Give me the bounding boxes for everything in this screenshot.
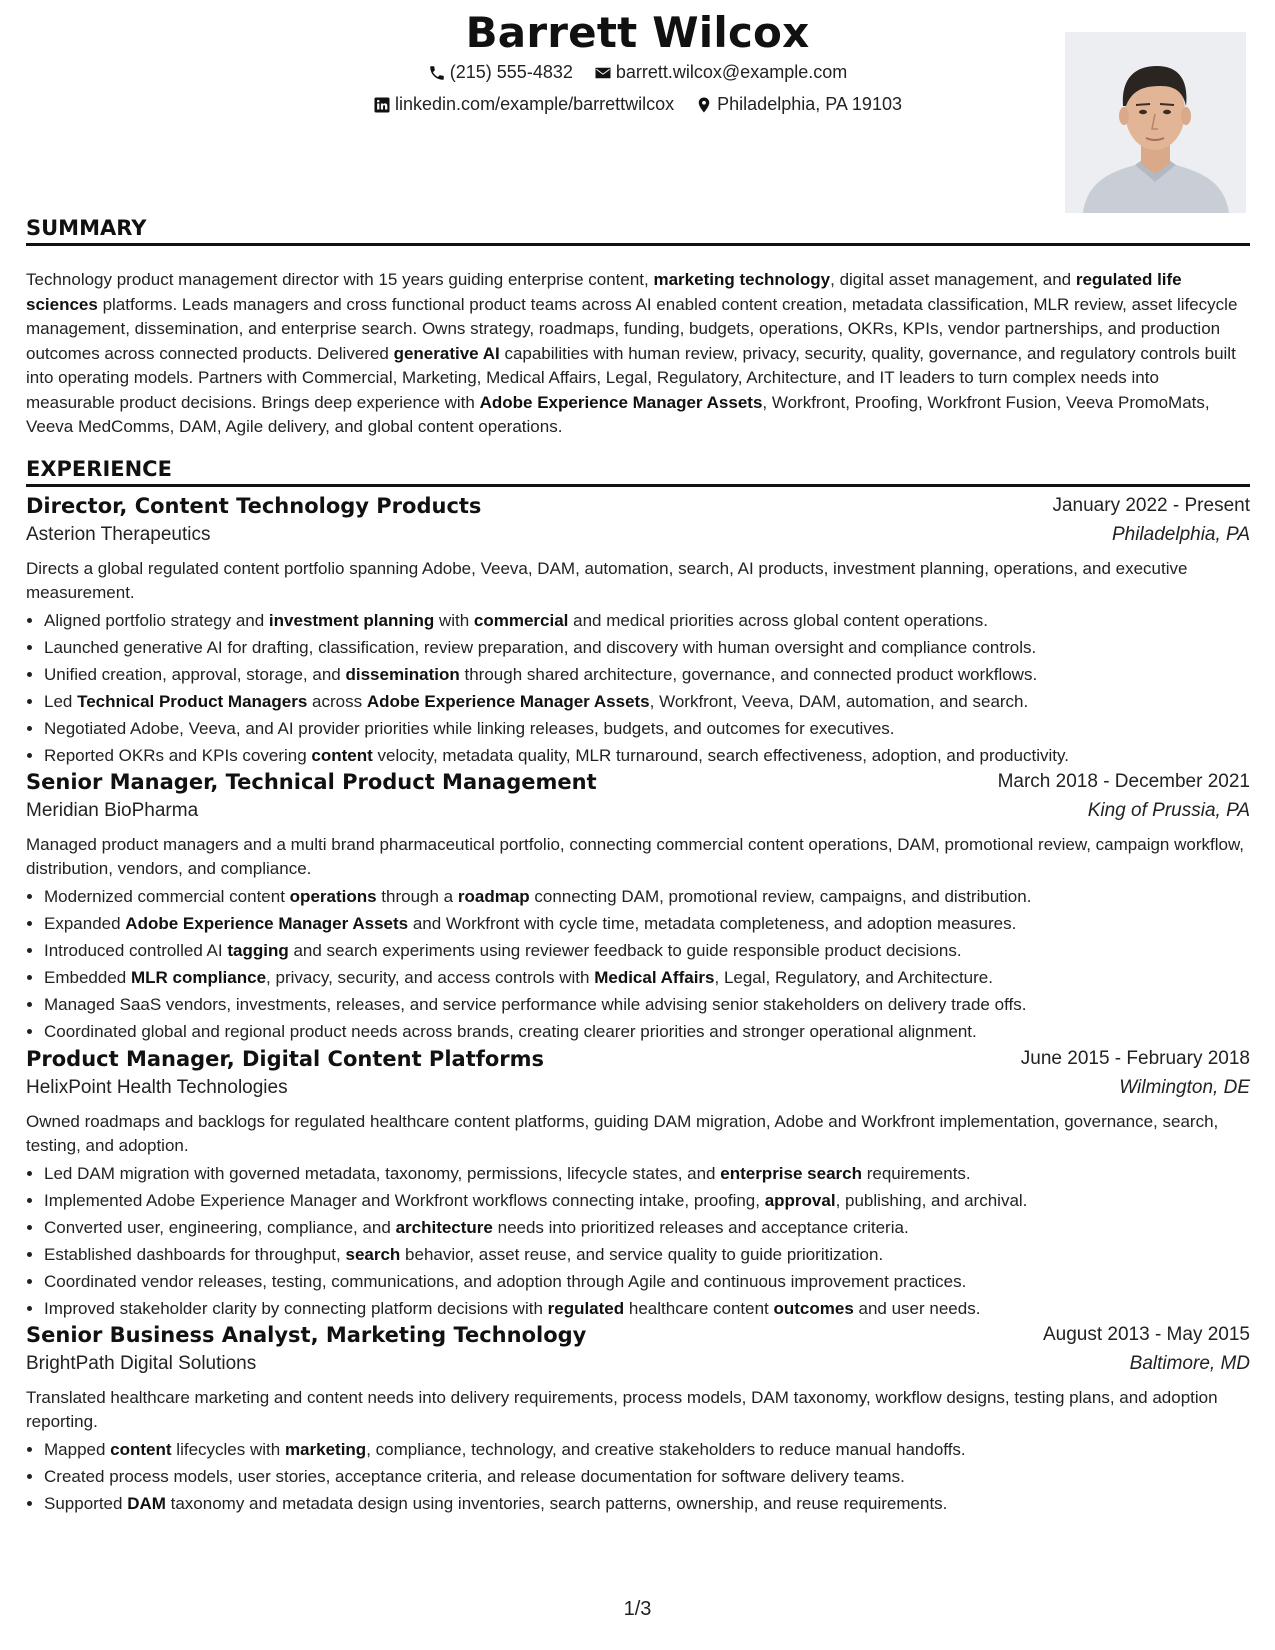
emphasis-text: architecture <box>395 1218 493 1237</box>
email-contact[interactable] <box>594 62 847 83</box>
text-run: Technology product management director with 15 years guiding enterprise content, <box>26 270 654 289</box>
text-run: Expanded <box>44 914 126 933</box>
job-title: Senior Manager, Technical Product Management <box>26 770 597 794</box>
text-run: and user needs. <box>853 1299 981 1318</box>
text-run: , Workfront, Proofing, Workfront Fusion, Veeva PromoMats, Veeva MedComms, DAM, Agile delivery, and global content operations. <box>26 392 1210 436</box>
emphasis-text: generative AI <box>393 343 500 363</box>
text-run: with <box>434 611 474 630</box>
text-run: healthcare content <box>624 1299 774 1318</box>
job-title-row <box>26 1047 1250 1077</box>
emphasis-text: investment planning <box>268 611 435 630</box>
job-company-row <box>26 1077 1250 1110</box>
bullet-item <box>44 1490 1250 1517</box>
bullet-item <box>44 1463 1250 1490</box>
emphasis-text: regulated <box>547 1299 625 1318</box>
text-run: through shared architecture, governance, and connected product workflows. <box>459 665 1038 684</box>
emphasis-text: MLR compliance <box>130 968 267 987</box>
text-run: and search experiments using reviewer feedback to guide responsible product decisions. <box>288 941 962 960</box>
linkedin-icon <box>373 96 391 114</box>
text-run: Coordinated vendor releases, testing, communications, and adoption through Agile and continuous improvement practices. <box>44 1272 967 1291</box>
job-dates: January 2022 - Present <box>1052 495 1250 516</box>
text-run: across <box>307 692 367 711</box>
text-run: , publishing, and archival. <box>835 1191 1028 1210</box>
text-run: , Legal, Regulatory, and Architecture. <box>714 968 993 987</box>
emphasis-text: content <box>110 1440 172 1459</box>
page-number: 1/3 <box>623 1598 652 1620</box>
job-title-row <box>26 770 1250 800</box>
bullet-item <box>44 991 1250 1018</box>
emphasis-text: Technical Product Managers <box>77 692 308 711</box>
bullet-item <box>44 607 1250 634</box>
bullet-item <box>44 964 1250 991</box>
text-run: lifecycles with <box>171 1440 285 1459</box>
text-run: Launched generative AI for drafting, classification, review preparation, and discovery with human oversight and compliance controls. <box>44 638 1037 657</box>
text-run: Led <box>44 692 78 711</box>
bullet-item <box>44 910 1250 937</box>
bullet-item <box>44 937 1250 964</box>
text-run: Introduced controlled AI <box>44 941 228 960</box>
text-run: Coordinated global and regional product needs across brands, creating clearer priorities and stronger operational alignment. <box>44 1022 977 1041</box>
job-bullets <box>26 1436 1250 1517</box>
text-run: Reported OKRs and KPIs covering <box>44 746 312 765</box>
text-run: , Workfront, Veeva, DAM, automation, and search. <box>649 692 1029 711</box>
emphasis-text: dissemination <box>345 665 460 684</box>
text-run: Supported <box>44 1494 128 1513</box>
text-run: Converted user, engineering, compliance, and <box>44 1218 396 1237</box>
text-run: needs into prioritized releases and acceptance criteria. <box>492 1218 909 1237</box>
text-run: taxonomy and metadata design using inventories, search patterns, ownership, and reuse requirements. <box>165 1494 948 1513</box>
job-dates: August 2013 - May 2015 <box>1042 1324 1250 1345</box>
text-run: Mapped <box>44 1440 111 1459</box>
bullet-item <box>44 715 1250 742</box>
summary-paragraph <box>26 268 1250 440</box>
text-run: and medical priorities across global content operations. <box>568 611 988 630</box>
emphasis-text: operations <box>289 887 377 906</box>
job-entry <box>26 770 1250 1045</box>
text-run: , digital asset management, and <box>830 270 1076 289</box>
emphasis-text: Adobe Experience Manager Assets <box>366 692 650 711</box>
bullet-item <box>44 883 1250 910</box>
job-title: Product Manager, Digital Content Platforms <box>26 1047 545 1071</box>
company-name: Asterion Therapeutics <box>26 524 211 545</box>
job-company-row <box>26 800 1250 833</box>
bullet-item <box>44 634 1250 661</box>
job-title: Senior Business Analyst, Marketing Technology <box>26 1323 587 1347</box>
job-company-row <box>26 524 1250 557</box>
text-run: and Workfront with cycle time, metadata completeness, and adoption measures. <box>408 914 1017 933</box>
text-run: capabilities with human review, privacy, security, quality, governance, and regulatory controls built into operating models. Partners with Commercial, Marketing, Medical Affairs, Legal, Regulatory, Architecture, and IT leaders to turn complex needs into measurable product decisions. Brings deep experience with <box>26 343 1236 412</box>
text-run: velocity, metadata quality, MLR turnaround, search effectiveness, adoption, and productivity. <box>372 746 1069 765</box>
bullet-item <box>44 1160 1250 1187</box>
emphasis-text: outcomes <box>773 1299 854 1318</box>
text-run: behavior, asset reuse, and service quality to guide prioritization. <box>400 1245 884 1264</box>
job-location: Wilmington, DE <box>1119 1077 1250 1098</box>
bullet-item <box>44 1187 1250 1214</box>
emphasis-text: regulated life sciences <box>26 270 1182 314</box>
company-name: Meridian BioPharma <box>26 800 199 821</box>
bullet-item <box>44 1214 1250 1241</box>
location-contact <box>695 94 902 115</box>
text-run: requirements. <box>861 1164 971 1183</box>
text-run: Improved stakeholder clarity by connecting platform decisions with <box>44 1299 548 1318</box>
job-location: Baltimore, MD <box>1129 1353 1250 1374</box>
emphasis-text: DAM <box>127 1494 166 1513</box>
text-run: Aligned portfolio strategy and <box>44 611 269 630</box>
phone-contact[interactable] <box>428 62 573 83</box>
job-company-row <box>26 1353 1250 1386</box>
job-description: Managed product managers and a multi brand pharmaceutical portfolio, connecting commercial content operations, DAM, promotional review, campaign workflow, distribution, vendors, and compliance. <box>26 835 1245 878</box>
emphasis-text: marketing <box>284 1440 367 1459</box>
job-entry <box>26 494 1250 769</box>
emphasis-text: tagging <box>227 941 289 960</box>
email-address: barrett.wilcox@example.com <box>615 62 848 82</box>
location-text: Philadelphia, PA 19103 <box>717 94 902 114</box>
text-run: Modernized commercial content <box>44 887 290 906</box>
emphasis-text: Adobe Experience Manager Assets <box>125 914 409 933</box>
bullet-item <box>44 1436 1250 1463</box>
text-run: Created process models, user stories, acceptance criteria, and release documentation for software delivery teams. <box>44 1467 905 1486</box>
envelope-icon <box>594 64 612 82</box>
linkedin-url: linkedin.com/example/barrettwilcox <box>395 94 675 114</box>
phone-icon <box>428 64 446 82</box>
text-run: through a <box>376 887 458 906</box>
job-location: King of Prussia, PA <box>1087 800 1250 821</box>
job-bullets <box>26 607 1250 769</box>
text-run: connecting DAM, promotional review, campaigns, and distribution. <box>529 887 1032 906</box>
text-run: Negotiated Adobe, Veeva, and AI provider priorities while linking releases, budgets, and outcomes for executives. <box>44 719 895 738</box>
bullet-item <box>44 688 1250 715</box>
profile-photo <box>1065 32 1246 213</box>
emphasis-text: search <box>345 1245 401 1264</box>
job-description: Directs a global regulated content portfolio spanning Adobe, Veeva, DAM, automation, search, AI products, investment planning, operations, and executive measurement. <box>26 559 1188 602</box>
emphasis-text: enterprise search <box>720 1164 862 1183</box>
text-run: Led DAM migration with governed metadata, taxonomy, permissions, lifecycle states, and <box>44 1164 721 1183</box>
bullet-item <box>44 1295 1250 1322</box>
emphasis-text: roadmap <box>457 887 530 906</box>
job-entry <box>26 1047 1250 1322</box>
job-entry <box>26 1323 1250 1517</box>
text-run: Embedded <box>44 968 131 987</box>
job-dates: March 2018 - December 2021 <box>997 771 1250 792</box>
portrait-illustration <box>1065 32 1246 213</box>
summary-heading: SUMMARY <box>26 216 1250 246</box>
experience-heading: EXPERIENCE <box>26 457 1250 487</box>
emphasis-text: commercial <box>473 611 569 630</box>
job-description: Owned roadmaps and backlogs for regulated healthcare content platforms, guiding DAM migration, Adobe and Workfront implementation, governance, search, testing, and adoption. <box>26 1112 1219 1155</box>
text-run: Established dashboards for throughput, <box>44 1245 346 1264</box>
bullet-item <box>44 742 1250 769</box>
text-run: , compliance, technology, and creative stakeholders to reduce manual handoffs. <box>366 1440 966 1459</box>
text-run: Unified creation, approval, storage, and <box>44 665 346 684</box>
text-run: , privacy, security, and access controls with <box>266 968 595 987</box>
text-run: Managed SaaS vendors, investments, releases, and service performance while advising senior stakeholders on delivery trade offs. <box>44 995 1027 1014</box>
job-dates: June 2015 - February 2018 <box>1020 1048 1250 1069</box>
company-name: BrightPath Digital Solutions <box>26 1353 257 1374</box>
phone-number: (215) 555-4832 <box>449 62 573 82</box>
linkedin-contact[interactable] <box>373 94 674 115</box>
emphasis-text: approval <box>764 1191 836 1210</box>
job-title-row <box>26 494 1250 524</box>
bullet-item <box>44 661 1250 688</box>
job-bullets <box>26 1160 1250 1322</box>
job-title: Director, Content Technology Products <box>26 494 482 518</box>
emphasis-text: content <box>311 746 373 765</box>
bullet-item <box>44 1241 1250 1268</box>
text-run: platforms. Leads managers and cross functional product teams across AI enabled content creation, metadata classification, MLR review, asset lifecycle management, dissemination, and enterprise search. Owns strategy, roadmaps, funding, budgets, operations, OKRs, KPIs, vendor partnerships, and production outcomes across connected products. Delivered <box>26 294 1238 363</box>
job-description: Translated healthcare marketing and content needs into delivery requirements, process models, DAM taxonomy, workflow designs, testing plans, and adoption reporting. <box>26 1388 1218 1431</box>
bullet-item <box>44 1018 1250 1045</box>
emphasis-text: Adobe Experience Manager Assets <box>479 392 763 412</box>
emphasis-text: marketing technology <box>653 270 831 289</box>
map-pin-icon <box>695 96 713 114</box>
job-location: Philadelphia, PA <box>1111 524 1250 545</box>
job-bullets <box>26 883 1250 1045</box>
emphasis-text: Medical Affairs <box>594 968 715 987</box>
candidate-name: Barrett Wilcox <box>465 8 810 57</box>
company-name: HelixPoint Health Technologies <box>26 1077 288 1098</box>
bullet-item <box>44 1268 1250 1295</box>
text-run: Implemented Adobe Experience Manager and Workfront workflows connecting intake, proofing, <box>44 1191 765 1210</box>
job-title-row <box>26 1323 1250 1353</box>
